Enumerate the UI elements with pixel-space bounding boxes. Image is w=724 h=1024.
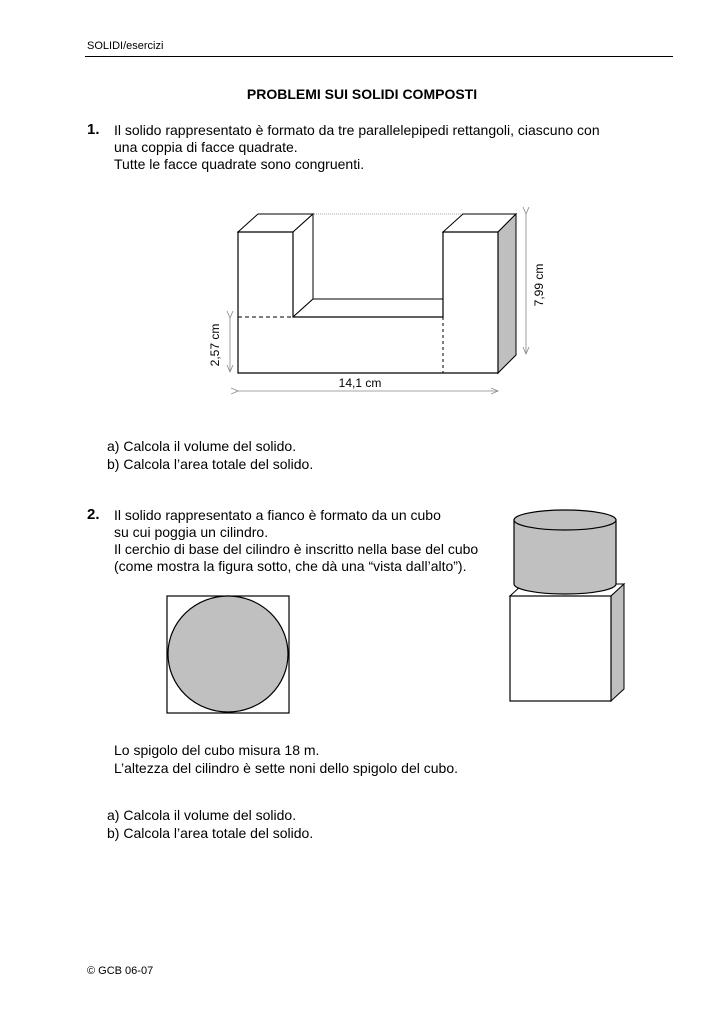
inner-label: 2,57 cm [208,323,222,367]
problem-2-text-line: (come mostra la figura sotto, che dà una “vista dall’alto”). [114,558,467,574]
problem-2-question-b: b) Calcola l’area totale del solido. [107,825,314,841]
cube-front-face [510,596,611,701]
cylinder-body [514,520,616,594]
problem-2-data-line: L’altezza del cilindro è sette noni dello spigolo del cubo. [114,760,459,776]
page-header: SOLIDI/esercizi [87,40,164,52]
problem-1-number: 1. [87,121,100,138]
problem-1-text-line: Tutte le facce quadrate sono congruenti. [114,156,365,172]
top-view-circle [168,596,288,712]
cylinder-top [514,510,616,530]
problem-2-text-line: Il solido rappresentato a fianco è formato da un cubo [114,507,441,523]
width-label: 14,1 cm [338,376,382,390]
problem-2-question-a: a) Calcola il volume del solido. [107,807,297,823]
problem-2-data-line: Lo spigolo del cubo misura 18 m. [114,742,320,758]
problem-1-text-line: Il solido rappresentato è formato da tre parallelepipedi rettangoli, ciascuno con [114,122,600,138]
problem-1-question-a: a) Calcola il volume del solido. [107,438,297,454]
problem-2-text-line: Il cerchio di base del cilindro è inscritto nella base del cubo [114,541,479,557]
cube-side-face [611,584,624,701]
problem-2-number: 2. [87,506,100,523]
height-label: 7,99 cm [532,263,546,307]
problem-1-question-b: b) Calcola l’area totale del solido. [107,456,314,472]
problem-1-text-line: una coppia di facce quadrate. [114,139,298,155]
page-footer: © GCB 06-07 [87,965,154,977]
problem-2-text-line: su cui poggia un cilindro. [114,524,269,540]
page-title: PROBLEMI SUI SOLIDI COMPOSTI [246,86,478,102]
